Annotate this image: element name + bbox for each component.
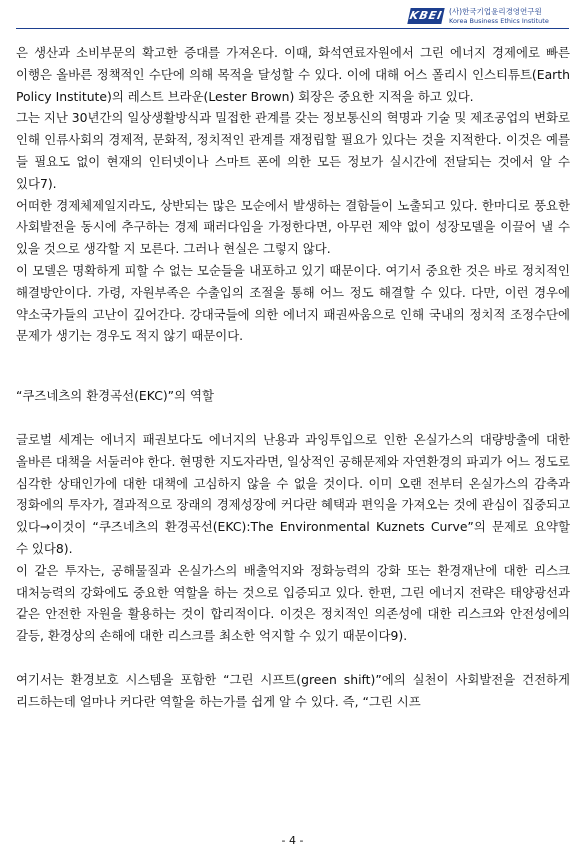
org-name-english: Korea Business Ethics Institute <box>449 17 549 25</box>
body-paragraph: 이 같은 투자는, 공해물질과 온실가스의 배출억지와 정화능력의 강화 또는 환경재난에 대한 리스크 대처능력의 강화에도 중요한 역할을 하는 것으로 입증되고 있다. 한편, 그린 에너지 전략은 태양광선과 같은 안전한 자원을 활용하는 것이 합리적이다. 이것은 정치적인 의존성에 대한 리스크와 안전성에의 갈등, 환경상의 손해에 대한 리스크를 최소한 억지할 수 있기 때문이다9). <box>16 562 570 644</box>
section-heading: “쿠즈네츠의 환경곡선(EKC)”의 역할 <box>16 388 214 404</box>
document-body <box>16 42 570 713</box>
body-paragraph: 글로벌 세계는 에너지 패권보다도 에너지의 난용과 과잉투입으로 인한 온실가스의 대량방출에 대한 올바른 대책을 서둘러야 한다. 현명한 지도자라면, 일상적인 공해문제와 자연환경의 파괴가 어느 정도로 심각한 상태인가에 대한 대책에 고심하지 않을 수 없을 것이다. 이미 오랜 전부터 온실가스의 감축과 정화에의 투자가, 결과적으로 장래의 경제성장에 커다란 혜택과 편익을 가져오는 것에 관심이 집중되고 있다→이것이 “쿠즈네츠의 환경곡선(EKC):The Environmental Kuznets Curve”의 문제로 요약할 수 있다8). <box>16 431 570 556</box>
spacer <box>16 347 570 385</box>
body-paragraph: 이 모델은 명확하게 피할 수 없는 모순들을 내포하고 있기 때문이다. 여기서 중요한 것은 바로 정치적인 해결방안이다. 가령, 자원부족은 수출입의 조절을 통해 어느 정도 해결할 수 있다. 다만, 이런 경우에 약소국가들의 고난이 깊어간다. 강대국들에 의한 에너지 패권싸움으로 인해 국내의 정치적 조정수단에 문제가 생기는 경우도 적지 않기 때문이다. <box>16 262 570 344</box>
spacer <box>16 647 570 669</box>
body-paragraph: 여기서는 환경보호 시스템을 포함한 “그린 시프트(green shift)”에의 실천이 사회발전을 건전하게 리드하는데 얼마나 커다란 역할을 하는가를 쉽게 알 수 있다. 즉, “그린 시프 <box>16 671 570 709</box>
header-divider <box>16 28 569 29</box>
body-paragraph: 그는 지난 30년간의 일상생활방식과 밀접한 관계를 갖는 정보통신의 혁명과 기술 및 제조공업의 변화로 인해 인류사회의 경제적, 문화적, 정치적인 관계를 재정립할 필요가 있다는 것을 지적한다. 이것은 예를 들 필요도 없이 현재의 인터넷이나 스마트 폰에 의한 모든 정보가 실시간에 전달되는 것에서 알 수 있다7). <box>16 110 570 191</box>
org-name-korean: (사)한국기업윤리경영연구원 <box>449 7 542 16</box>
header-logo <box>409 6 569 28</box>
kbei-logo-icon: KBEI <box>408 9 444 22</box>
body-paragraph: 은 생산과 소비부문의 확고한 증대를 가져온다. 이때, 화석연료자원에서 그린 에너지 경제에로 빠른 이행은 올바른 정책적인 수단에 의해 목적을 달성할 수 있다. 이에 대해 어스 폴리시 인스티튜트(Earth Policy Institute)의 레스트 브라운(Lester Brown) 회장은 중요한 지적을 하고 있다. <box>16 45 570 104</box>
body-paragraph: 어떠한 경제체제일지라도, 상반되는 많은 모순에서 발생하는 결함들이 노출되고 있다. 한마디로 풍요한 사회발전을 동시에 추구하는 경제 패러다임을 가정한다면, 아무런 제약 없이 성장모델을 이끌어 낼 수 있을 것으로 생각할 지 모른다. 그러나 현실은 그렇지 않다. <box>16 197 570 257</box>
spacer <box>16 407 570 429</box>
page-number: - 4 - <box>281 834 304 847</box>
